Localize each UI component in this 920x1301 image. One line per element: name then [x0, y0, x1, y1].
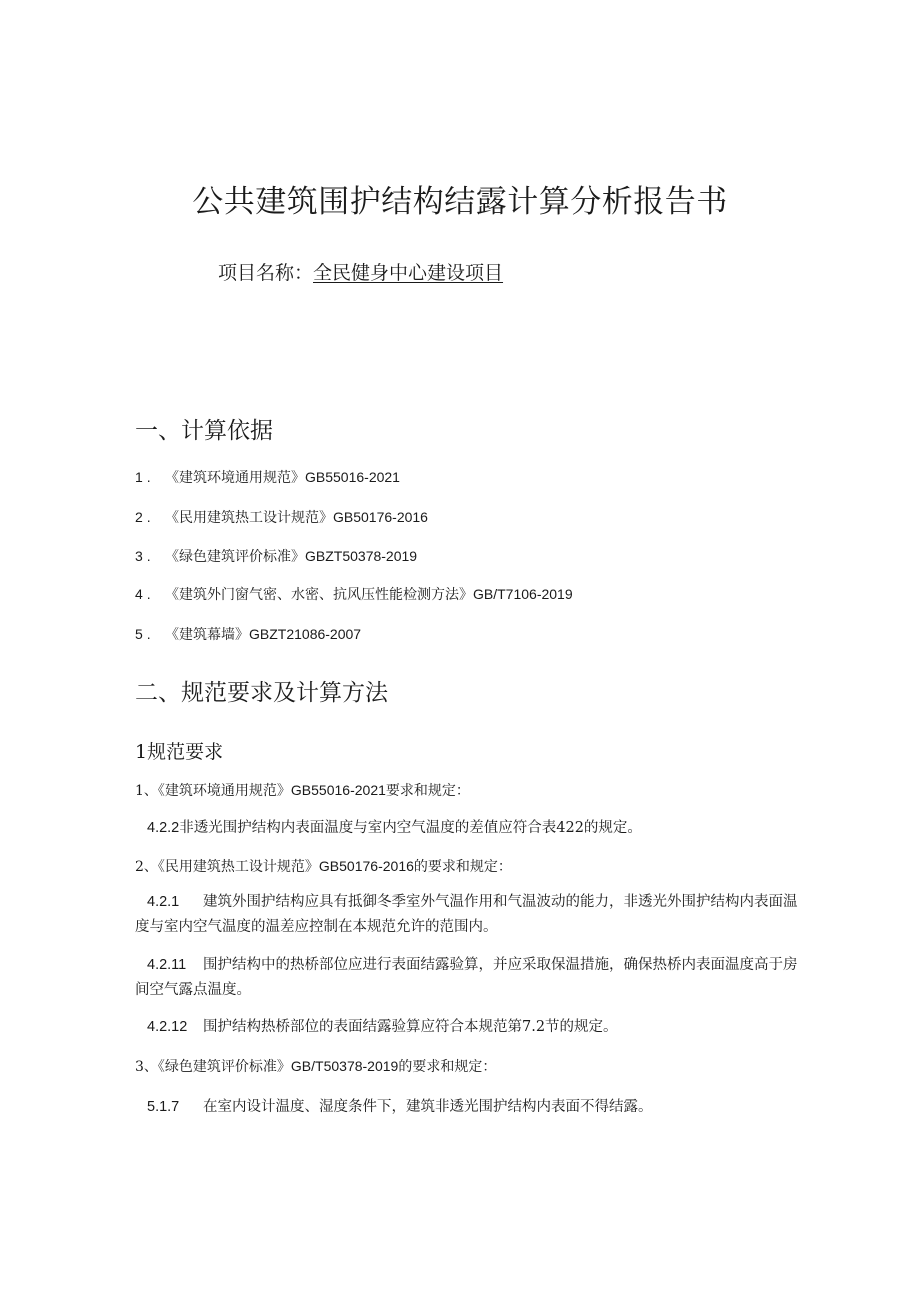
reference-code: GB55016-2021	[305, 469, 400, 485]
clause-number: 4.2.11	[147, 957, 187, 973]
requirement-intro: 2、《民用建筑热工设计规范》GB50176-2016的要求和规定：	[135, 858, 512, 875]
section-heading-basis: 一、计算依据	[135, 418, 273, 444]
clause-paragraph	[147, 1095, 653, 1120]
reference-item	[135, 624, 361, 644]
reference-number: 5 .	[135, 626, 151, 642]
clause-number: 4.2.12	[147, 1019, 188, 1035]
clause-paragraph	[147, 1015, 618, 1040]
project-name-label: 项目名称：	[218, 262, 314, 284]
clause-paragraph	[135, 953, 810, 1003]
reference-name: 《建筑外门窗气密、水密、抗风压性能检测方法》	[165, 587, 473, 603]
reference-item	[135, 467, 400, 487]
reference-number: 3 .	[135, 548, 151, 564]
project-name-line	[218, 258, 503, 285]
clause-text: 在室内设计温度、湿度条件下，建筑非透光围护结构内表面不得结露。	[203, 1099, 653, 1115]
reference-number: 2 .	[135, 509, 151, 525]
reference-code: GBZT21086-2007	[249, 626, 362, 642]
document-title: 公共建筑围护结构结露计算分析报告书	[192, 184, 728, 220]
reference-item	[135, 546, 417, 566]
requirement-intro: 3、《绿色建筑评价标准》GB/T50378-2019的要求和规定：	[135, 1058, 497, 1075]
reference-item	[135, 507, 428, 527]
clause-text: 围护结构中的热桥部位应进行表面结露验算，并应采取保温措施，确保热桥内表面温度高于房间空气露点温度。	[135, 957, 798, 998]
reference-name: 《民用建筑热工设计规范》	[165, 510, 333, 526]
reference-number: 4 .	[135, 586, 151, 602]
clause-paragraph	[135, 890, 810, 940]
clause-number: 4.2.1	[147, 894, 180, 910]
clause-paragraph	[147, 816, 642, 841]
section-heading-requirements: 二、规范要求及计算方法	[135, 680, 388, 706]
project-name-value: 全民健身中心建设项目	[313, 262, 504, 284]
clause-number: 5.1.7	[147, 1099, 180, 1115]
clause-text: 围护结构热桥部位的表面结露验算应符合本规范第7.2节的规定。	[203, 1019, 618, 1035]
reference-number: 1 .	[135, 469, 151, 485]
reference-code: GB50176-2016	[333, 509, 428, 525]
reference-name: 《绿色建筑评价标准》	[165, 549, 305, 565]
subsection-heading: 1规范要求	[135, 741, 224, 763]
clause-number: 4.2.2	[147, 820, 180, 836]
requirement-intro: 1、《建筑环境通用规范》GB55016-2021要求和规定：	[135, 782, 470, 799]
reference-code: GBZT50378-2019	[305, 548, 418, 564]
reference-name: 《建筑幕墙》	[165, 627, 249, 643]
clause-text: 建筑外围护结构应具有抵御冬季室外气温作用和气温波动的能力，非透光外围护结构内表面温度与室内空气温度的温差应控制在本规范允许的范围内。	[135, 894, 798, 935]
clause-text: 非透光围护结构内表面温度与室内空气温度的差值应符合表422的规定。	[179, 820, 642, 836]
reference-item	[135, 584, 573, 604]
reference-name: 《建筑环境通用规范》	[165, 470, 305, 486]
reference-code: GB/T7106-2019	[473, 586, 573, 602]
